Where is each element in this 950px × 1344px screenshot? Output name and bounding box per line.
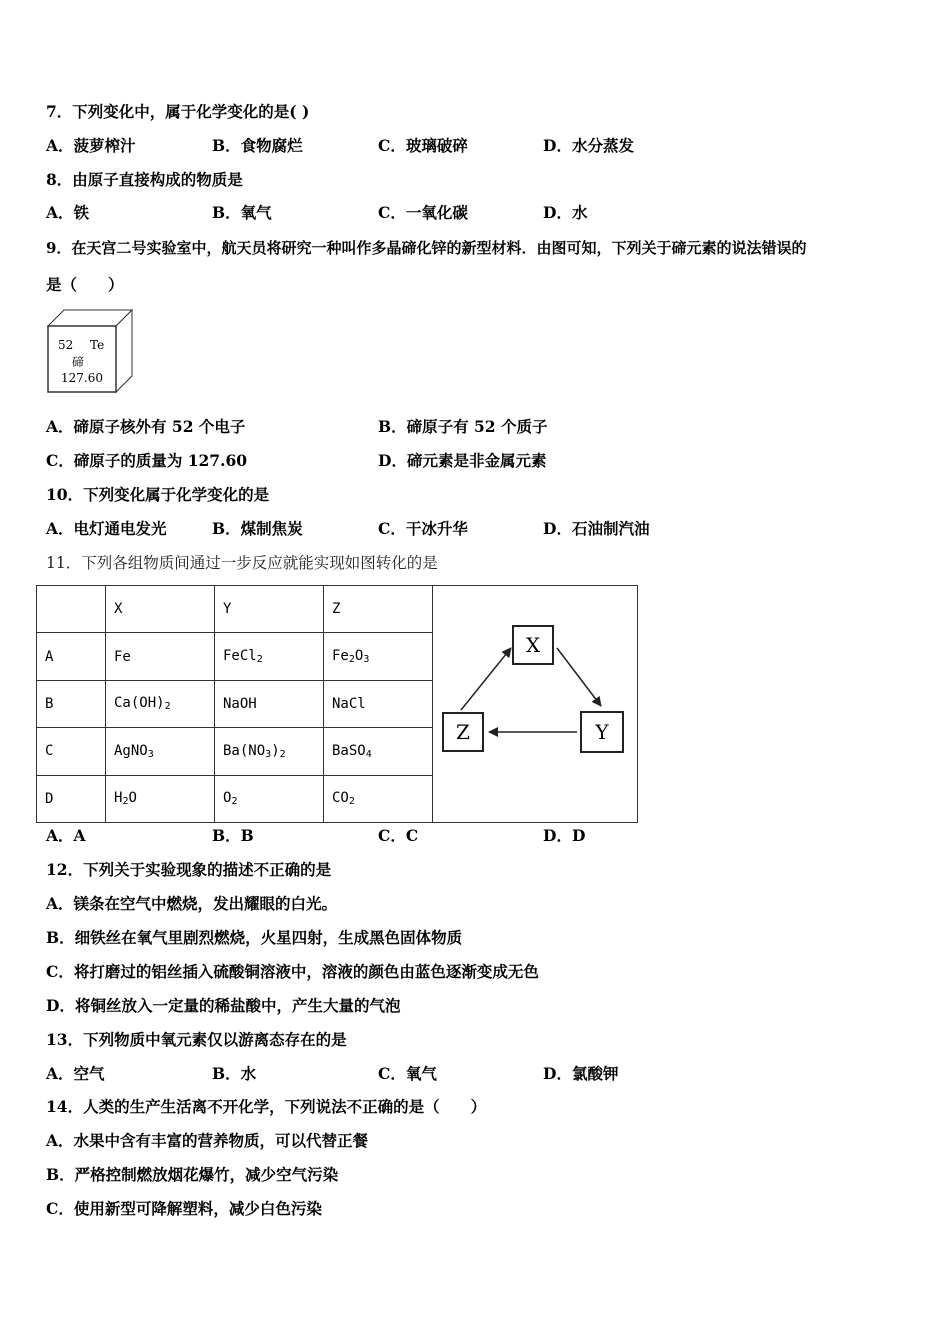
row-label: A [37,633,106,680]
table-header-z: Z [324,586,433,633]
q7-option-d: D．水分蒸发 [543,136,634,155]
q7-option-b: B．食物腐烂 [212,136,303,155]
q14-option-a: A．水果中含有丰富的营养物质，可以代替正餐 [46,1131,369,1150]
q10-stem: 10．下列变化属于化学变化的是 [46,485,270,504]
tellurium-element-card [46,308,136,394]
q11-substance-table [36,585,638,823]
cell-y: NaOH [215,680,324,727]
q10-option-b: B．煤制焦炭 [212,519,303,538]
q13-option-b: B．水 [212,1064,257,1083]
q11-option-a: A．A [46,826,86,845]
element-name: 碲 [72,355,85,369]
table-header-x: X [106,586,215,633]
cell-y: $Ba(NO_3)_2$ [215,728,324,775]
cell-x: Fe [106,633,215,680]
q8-option-b: B．氧气 [212,203,272,222]
q9-option-d: D．碲元素是非金属元素 [378,451,547,470]
q9-option-a: A．碲原子核外有 52 个电子 [46,417,246,436]
q13-option-a: A．空气 [46,1064,105,1083]
q9-stem-line2: 是（ ） [46,275,124,294]
q10-option-c: C．干冰升华 [378,519,468,538]
q13-option-d: D．氯酸钾 [543,1064,619,1083]
q11-stem: 11．下列各组物质间通过一步反应就能实现如图转化的是 [46,554,438,572]
q13-option-c: C．氧气 [378,1064,437,1083]
conversion-diagram [433,586,638,823]
cell-x: AgNO$_3$ [106,728,215,775]
element-atomic-number: 52 [58,338,74,352]
triangle-conversion-diagram [433,586,637,822]
cell-z: $Fe_2O_3$ [324,633,433,680]
q9-option-c: C．碲原子的质量为 127.60 [46,451,248,470]
arrow-x-to-y [557,648,601,706]
q9-stem-line1: 9．在天宫二号实验室中，航天员将研究一种叫作多晶碲化锌的新型材料．由图可知，下列关于碲元素的说法错误的 [46,239,807,257]
table-header-row [37,586,638,633]
q14-stem: 14．人类的生产生活离不开化学，下列说法不正确的是（ ） [46,1097,487,1116]
table-cell [37,586,106,633]
q7-stem: 7．下列变化中，属于化学变化的是( ) [46,102,310,121]
cell-z: BaSO$_4$ [324,728,433,775]
q14-option-c: C．使用新型可降解塑料，减少白色污染 [46,1199,322,1218]
row-label: D [37,775,106,822]
q8-option-d: D．水 [543,203,588,222]
q12-option-a: A．镁条在空气中燃烧，发出耀眼的白光。 [46,894,338,913]
row-label: B [37,680,106,727]
q13-stem: 13．下列物质中氧元素仅以游离态存在的是 [46,1030,347,1049]
element-symbol: Te [90,338,105,352]
q7-option-c: C．玻璃破碎 [378,136,468,155]
q10-option-d: D．石油制汽油 [543,519,650,538]
q12-stem: 12．下列关于实验现象的描述不正确的是 [46,860,332,879]
table-header-y: Y [215,586,324,633]
cell-z: $CO_2$ [324,775,433,822]
row-label: C [37,728,106,775]
q11-option-c: C．C [378,826,419,845]
q11-option-b: B．B [212,826,254,845]
q7-option-a: A．菠萝榨汁 [46,136,136,155]
label-z: Z [456,720,470,744]
q12-option-c: C．将打磨过的铝丝插入硫酸铜溶液中，溶液的颜色由蓝色逐渐变成无色 [46,962,539,981]
q8-option-c: C．一氧化碳 [378,203,468,222]
cell-y: FeCl$_2$ [215,633,324,680]
element-mass: 127.60 [61,371,103,385]
q11-option-d: D．D [543,826,586,845]
q10-option-a: A．电灯通电发光 [46,519,167,538]
cell-x: $Ca(OH)_2$ [106,680,215,727]
q12-option-b: B．细铁丝在氧气里剧烈燃烧，火星四射，生成黑色固体物质 [46,928,463,947]
q8-option-a: A．铁 [46,203,90,222]
q9-option-b: B．碲原子有 52 个质子 [378,417,548,436]
cell-z: NaCl [324,680,433,727]
label-y: Y [595,720,609,744]
q12-option-d: D．将铜丝放入一定量的稀盐酸中，产生大量的气泡 [46,996,401,1015]
label-x: X [525,633,541,657]
q8-stem: 8．由原子直接构成的物质是 [46,170,243,189]
q14-option-b: B．严格控制燃放烟花爆竹，减少空气污染 [46,1165,339,1184]
arrow-z-to-x [461,648,511,710]
cell-y: $O_2$ [215,775,324,822]
cell-x: $H_2O$ [106,775,215,822]
